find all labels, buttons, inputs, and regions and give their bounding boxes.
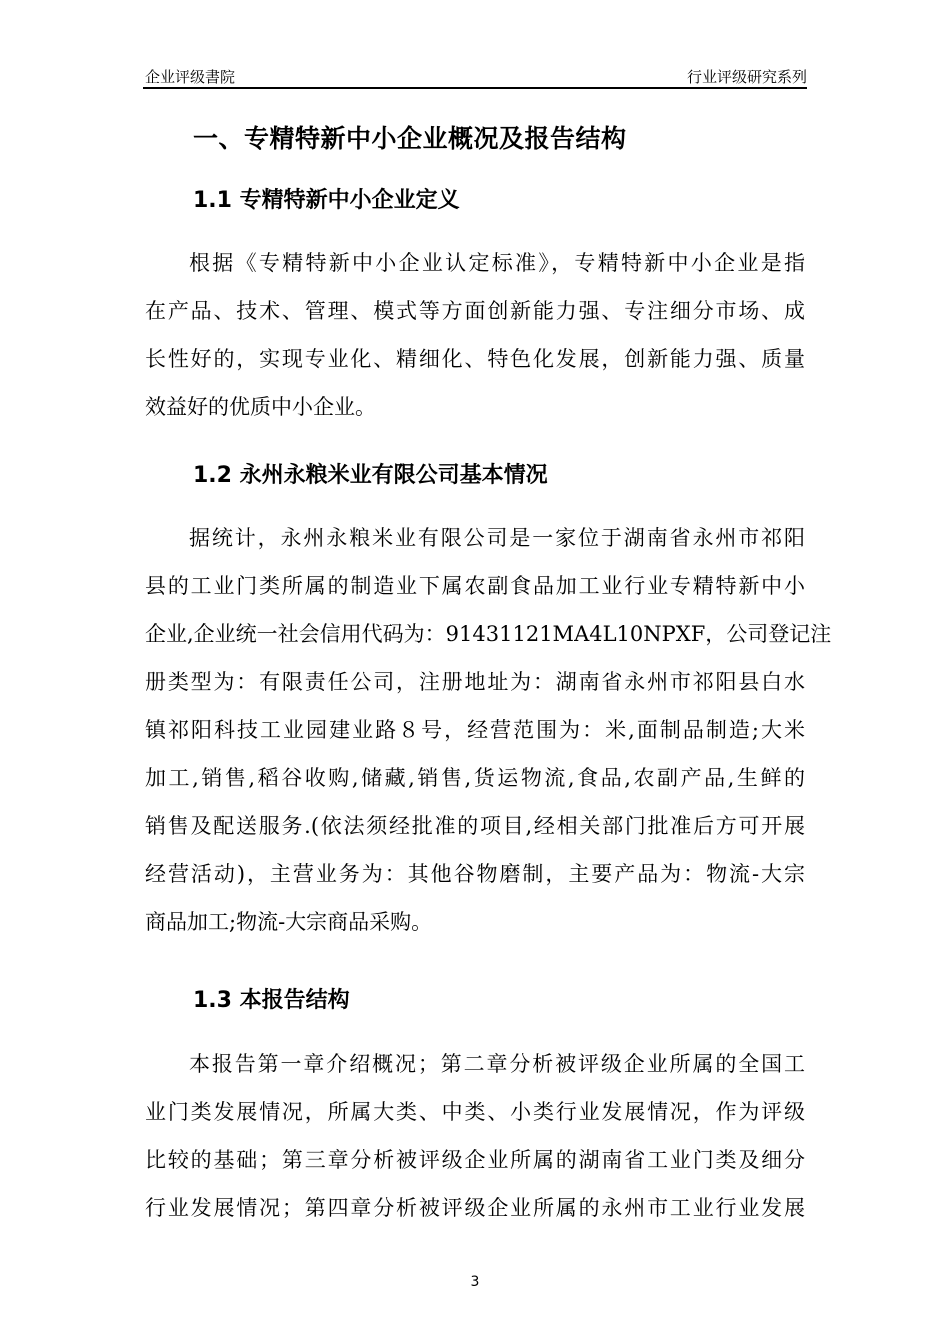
text-line: 经营活动)，主营业务为：其他谷物磨制，主要产品为：物流-大宗: [145, 862, 805, 886]
section-1-1-paragraph: [145, 239, 805, 431]
section-1-2-paragraph: [145, 514, 832, 946]
text-line: 业门类发展情况，所属大类、中类、小类行业发展情况，作为评级: [145, 1100, 805, 1124]
text-line: 本报告第一章介绍概况；第二章分析被评级企业所属的全国工: [189, 1052, 805, 1076]
header-right: 行业评级研究系列: [686, 68, 807, 86]
section-1-3-paragraph: [145, 1040, 805, 1232]
text-line: 册类型为：有限责任公司，注册地址为：湖南省永州市祁阳县白水: [145, 670, 805, 694]
text-line: 加工,销售,稻谷收购,储藏,销售,货运物流,食品,农副产品,生鲜的: [145, 766, 805, 790]
text-line: 行业发展情况；第四章分析被评级企业所属的永州市工业行业发展: [145, 1196, 805, 1220]
section-heading-1-1: 1.1 专精特新中小企业定义: [193, 188, 460, 213]
text-line: 比较的基础；第三章分析被评级企业所属的湖南省工业门类及细分: [145, 1148, 805, 1172]
text-line: 据统计，永州永粮米业有限公司是一家位于湖南省永州市祁阳: [189, 526, 805, 550]
text-line: 销售及配送服务.(依法须经批准的项目,经相关部门批准后方可开展: [145, 814, 805, 838]
text-line: 镇祁阳科技工业园建业路８号，经营范围为：米,面制品制造;大米: [145, 718, 805, 742]
text-line: 根据《专精特新中小企业认定标准》，专精特新中小企业是指: [189, 251, 805, 275]
text-line: 长性好的，实现专业化、精细化、特色化发展，创新能力强、质量: [145, 347, 805, 371]
text-line: 在产品、技术、管理、模式等方面创新能力强、专注细分市场、成: [145, 299, 805, 323]
header-divider: [143, 87, 807, 89]
text-line: 企业,企业统一社会信用代码为：91431121MA4L10NPXF，公司登记注: [145, 622, 832, 646]
text-line: 商品加工;物流-大宗商品采购。: [145, 910, 433, 934]
header-left: 企业评级書院: [145, 68, 236, 86]
page-number: 3: [470, 1274, 480, 1290]
section-heading-1-2: 1.2 永州永粮米业有限公司基本情况: [193, 463, 548, 488]
text-line: 县的工业门类所属的制造业下属农副食品加工业行业专精特新中小: [145, 574, 805, 598]
chapter-title: 一、专精特新中小企业概况及报告结构: [193, 124, 627, 153]
section-heading-1-3: 1.3 本报告结构: [193, 988, 350, 1013]
text-line: 效益好的优质中小企业。: [145, 395, 376, 419]
